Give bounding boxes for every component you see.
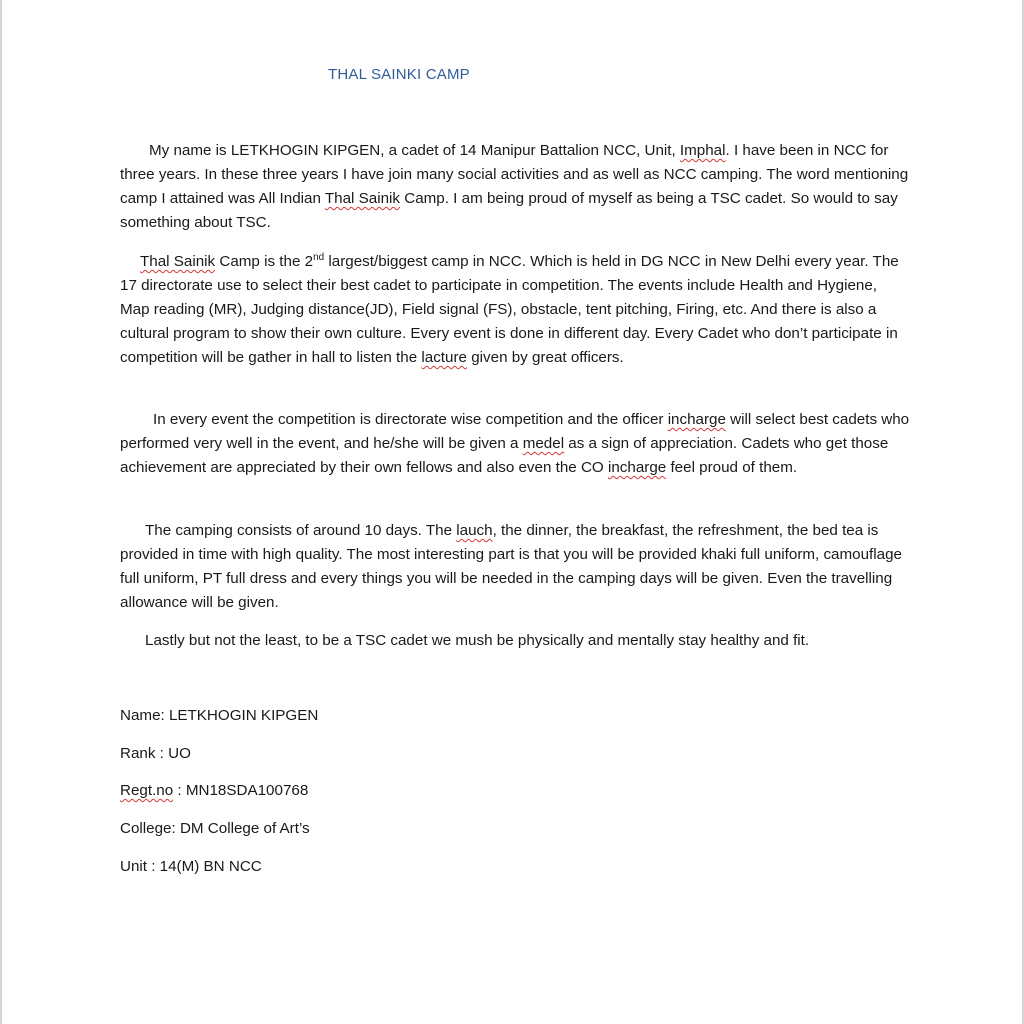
misspelled-word: Regt.no xyxy=(120,782,174,799)
paragraph-text: In every event the competition is directorate wise competition and the officer xyxy=(153,411,668,428)
paragraph-camping-facilities xyxy=(120,519,910,615)
paragraph-text: My name is LETKHOGIN KIPGEN, a cadet of 14 Manipur Battalion NCC, Unit, xyxy=(149,142,680,159)
signature-regt-no xyxy=(120,780,308,802)
misspelled-word: lauch xyxy=(456,522,493,539)
misspelled-word: medel xyxy=(522,435,565,452)
document-title: THAL SAINKI CAMP xyxy=(328,66,470,83)
paragraph-text: will select best cadets who performed very well in the event, and he/she will be given a xyxy=(120,411,910,452)
paragraph-text: Camp. I am being proud of myself as being a TSC cadet. So would to say something about TSC. xyxy=(120,190,898,231)
document-page xyxy=(120,0,920,1024)
page-edge-left xyxy=(0,0,2,1024)
misspelled-word: lacture xyxy=(421,349,467,366)
paragraph-text: largest/biggest camp in NCC. Which is held in DG NCC in New Delhi every year. The 17 directorate use to select their best cadet to participate in competition. The events include Health and Hygiene, Map reading (MR), Judging distance(JD), Field signal (FS), obstacle, tent pitching, Firing, etc. And there is also a cultural program to show their own culture. Every event is done in different day. Every Cadet who don’t participate in competition will be gather in hall to listen the xyxy=(120,253,899,366)
misspelled-word: Imphal xyxy=(679,142,726,159)
signature-rank: Rank : UO xyxy=(120,745,191,762)
misspelled-word: Thal Sainik xyxy=(324,190,401,207)
misspelled-word: incharge xyxy=(667,411,726,428)
paragraph-text: The camping consists of around 10 days. The xyxy=(145,522,457,539)
paragraph-camp-info xyxy=(120,250,910,370)
signature-unit: Unit : 14(M) BN NCC xyxy=(120,858,262,875)
paragraph-text: as a sign of appreciation. Cadets who get those achievement are appreciated by their own fellows and also even the CO xyxy=(120,435,889,476)
paragraph-text: given by great officers. xyxy=(466,349,624,366)
paragraph-competition xyxy=(120,408,910,480)
paragraph-conclusion: Lastly but not the least, to be a TSC cadet we mush be physically and mentally stay healthy and fit. xyxy=(145,632,810,649)
misspelled-word: Thal Sainik xyxy=(140,253,216,270)
regt-value: : MN18SDA100768 xyxy=(173,782,309,799)
paragraph-intro xyxy=(120,139,910,235)
signature-college: College: DM College of Art’s xyxy=(120,820,310,837)
paragraph-text: , the dinner, the breakfast, the refreshment, the bed tea is provided in time with high quality. The most interesting part is that you will be provided khaki full uniform, camouflage full uniform, PT full dress and every things you will be needed in the camping days will be given. Even the travelling allowance will be given. xyxy=(120,522,902,611)
paragraph-text: feel proud of them. xyxy=(666,459,798,476)
misspelled-word: incharge xyxy=(607,459,667,476)
paragraph-text: Camp is the 2 xyxy=(215,253,314,270)
signature-name: Name: LETKHOGIN KIPGEN xyxy=(120,707,319,724)
superscript-ordinal: nd xyxy=(313,251,325,263)
paragraph-text: . I have been in NCC for three years. In these three years I have join many social activities and as well as NCC camping. The word mentioning camp I attained was All Indian xyxy=(120,142,909,207)
